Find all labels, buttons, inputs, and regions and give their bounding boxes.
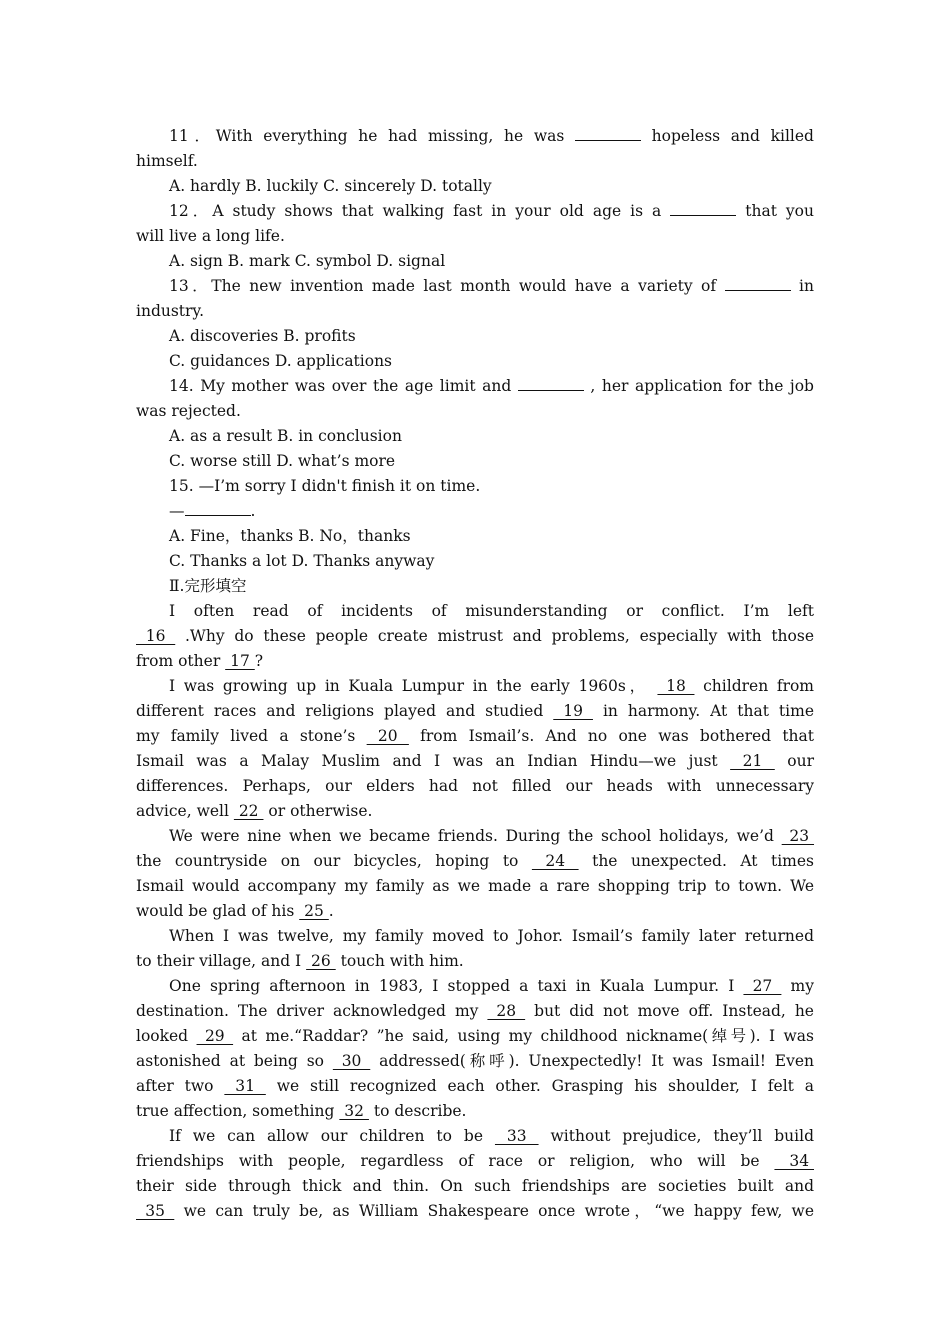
q12-stem-b: that you — [745, 202, 814, 220]
blank-20: 20 — [366, 727, 409, 745]
q12-stem-line2: will live a long life. — [136, 227, 285, 245]
cloze-text: to describe. — [373, 1102, 467, 1120]
cloze-text: children from — [703, 677, 815, 695]
cloze-text: advice, well — [136, 802, 229, 820]
cloze-text: would be glad of his — [136, 902, 295, 920]
blank-32: 32 — [339, 1102, 369, 1120]
cloze-p1-line1: I often read of incidents of misunderstanding or conflict. I’m left — [169, 602, 814, 620]
exam-page — [136, 124, 814, 1224]
q11-stem-b: hopeless and killed — [651, 127, 814, 145]
cloze-text: .Why do these people create mistrust and problems, especially with those — [185, 627, 814, 645]
cloze-text: ? — [254, 652, 264, 670]
q15-options-1: A. Fine，thanks B. No，thanks — [169, 527, 411, 545]
cloze-p2-line4 — [136, 749, 814, 774]
blank-18: 18 — [657, 677, 695, 695]
cloze-text: from Ismail’s. And no one was bothered that — [420, 727, 815, 745]
blank-19: 19 — [553, 702, 593, 720]
cloze-p4-line1: When I was twelve, my family moved to Johor. Ismail’s family later returned — [169, 927, 814, 945]
cloze-text: my family lived a stone’s — [136, 727, 356, 745]
blank-35: 35 — [136, 1202, 175, 1220]
blank-17: 17 — [225, 652, 255, 670]
cloze-text: to their village, and I — [136, 952, 302, 970]
q11-blank — [575, 124, 641, 141]
cloze-p4-line2 — [136, 949, 814, 974]
q12-stem-line1 — [136, 199, 814, 224]
q11-stem-line1 — [136, 124, 814, 149]
cloze-text: the countryside on our bicycles, hoping to — [136, 852, 519, 870]
cloze-text: addressed(称呼). Unexpectedly! It was Ismail! Even — [379, 1052, 815, 1070]
cloze-p3-line1 — [136, 824, 814, 849]
cloze-p3-line2 — [136, 849, 814, 874]
cloze-text: friendships with people, regardless of race or religion, who will be — [136, 1152, 760, 1170]
cloze-text: in harmony. At that time — [602, 702, 814, 720]
cloze-text: we still recognized each other. Grasping his shoulder, I felt a — [276, 1077, 815, 1095]
cloze-text: One spring afternoon in 1983, I stopped a taxi in Kuala Lumpur. I — [169, 977, 735, 995]
q15-reply-dash: — — [169, 502, 185, 520]
cloze-p2-line5: differences. Perhaps, our elders had not filled our heads with unnecessary — [136, 777, 814, 795]
q14-stem-line1 — [136, 374, 814, 399]
blank-30: 30 — [332, 1052, 371, 1070]
q13-stem-line2: industry. — [136, 302, 205, 320]
cloze-p5-line4 — [136, 1049, 814, 1074]
cloze-p5-line6 — [136, 1099, 814, 1124]
cloze-p5-line5 — [136, 1074, 814, 1099]
q15-blank — [185, 499, 251, 516]
section-heading: Ⅱ.完形填空 — [169, 577, 247, 595]
q13-stem-line1 — [136, 274, 814, 299]
cloze-text: after two — [136, 1077, 214, 1095]
cloze-text: our — [787, 752, 814, 770]
cloze-p6-line1 — [136, 1124, 814, 1149]
cloze-text: looked — [136, 1027, 189, 1045]
q15-stem: 15. —I’m sorry I didn't finish it on time. — [169, 477, 481, 495]
cloze-p5-line1 — [136, 974, 814, 999]
cloze-text: but did not move off. Instead, he — [534, 1002, 814, 1020]
q14-blank — [518, 374, 584, 391]
q12-stem-a: 12．A study shows that walking fast in your old age is a — [169, 202, 662, 220]
q12-options: A. sign B. mark C. symbol D. signal — [169, 252, 446, 270]
q14-stem-b: , her application for the job — [590, 377, 814, 395]
cloze-text: true affection, something — [136, 1102, 335, 1120]
cloze-p6-line2 — [136, 1149, 814, 1174]
cloze-p5-line2 — [136, 999, 814, 1024]
cloze-text: without prejudice, they’ll build — [550, 1127, 814, 1145]
cloze-text: We were nine when we became friends. During the school holidays, we’d — [169, 827, 774, 845]
cloze-p5-line3 — [136, 1024, 814, 1049]
blank-23: 23 — [781, 827, 815, 845]
q15-reply-end: . — [250, 502, 256, 520]
q13-options-2: C. guidances D. applications — [169, 352, 393, 370]
blank-34: 34 — [774, 1152, 814, 1170]
q11-options: A. hardly B. luckily C. sincerely D. totally — [169, 177, 492, 195]
cloze-p1-line3 — [136, 649, 814, 674]
blank-27: 27 — [743, 977, 782, 995]
cloze-p6-line4 — [136, 1199, 814, 1224]
cloze-p3-line4 — [136, 899, 814, 924]
cloze-text: I was growing up in Kuala Lumpur in the early 1960s， — [169, 677, 649, 695]
q11-stem-line2: himself. — [136, 152, 198, 170]
cloze-text: at me.“Raddar? ”he said, using my childhood nickname(绰号). I was — [241, 1027, 815, 1045]
blank-28: 28 — [487, 1002, 526, 1020]
q11-stem-a: 11．With everything he had missing, he was — [169, 127, 565, 145]
q13-stem-b: in — [799, 277, 814, 295]
cloze-p2-line2 — [136, 699, 814, 724]
q14-options-1: A. as a result B. in conclusion — [169, 427, 402, 445]
q14-stem-line2: was rejected. — [136, 402, 241, 420]
cloze-p6-line3: their side through thick and thin. On such friendships are societies built and — [136, 1177, 814, 1195]
cloze-text: we can truly be, as William Shakespeare once wrote，“we happy few, we — [183, 1202, 815, 1220]
q13-options-1: A. discoveries B. profits — [169, 327, 356, 345]
cloze-p2-line6 — [136, 799, 814, 824]
q14-stem-a: 14. My mother was over the age limit and — [169, 377, 512, 395]
blank-24: 24 — [531, 852, 579, 870]
q13-stem-a: 13．The new invention made last month would have a variety of — [169, 277, 717, 295]
blank-21: 21 — [730, 752, 775, 770]
blank-29: 29 — [196, 1027, 234, 1045]
cloze-p2-line1 — [136, 674, 814, 699]
cloze-p3-line3: Ismail would accompany my family as we made a rare shopping trip to town. We — [136, 877, 814, 895]
blank-33: 33 — [494, 1127, 539, 1145]
cloze-text: the unexpected. At times — [592, 852, 815, 870]
cloze-text: from other — [136, 652, 221, 670]
cloze-text: destination. The driver acknowledged my — [136, 1002, 479, 1020]
blank-22: 22 — [233, 802, 264, 820]
blank-26: 26 — [306, 952, 336, 970]
cloze-p2-line3 — [136, 724, 814, 749]
blank-31: 31 — [224, 1077, 266, 1095]
cloze-text: astonished at being so — [136, 1052, 324, 1070]
cloze-text: my — [790, 977, 814, 995]
q15-reply — [136, 499, 814, 524]
q13-blank — [725, 274, 791, 291]
cloze-p1-line2 — [136, 624, 814, 649]
cloze-text: If we can allow our children to be — [169, 1127, 483, 1145]
q12-blank — [670, 199, 736, 216]
cloze-text: Ismail was a Malay Muslim and I was an Indian Hindu—we just — [136, 752, 718, 770]
blank-25: 25 — [299, 902, 329, 920]
q14-options-2: C. worse still D. what’s more — [169, 452, 396, 470]
cloze-text: touch with him. — [340, 952, 464, 970]
cloze-text: different races and religions played and studied — [136, 702, 544, 720]
cloze-text: or otherwise. — [268, 802, 373, 820]
q15-options-2: C. Thanks a lot D. Thanks anyway — [169, 552, 435, 570]
cloze-text: . — [328, 902, 334, 920]
blank-16: 16 — [136, 627, 176, 645]
